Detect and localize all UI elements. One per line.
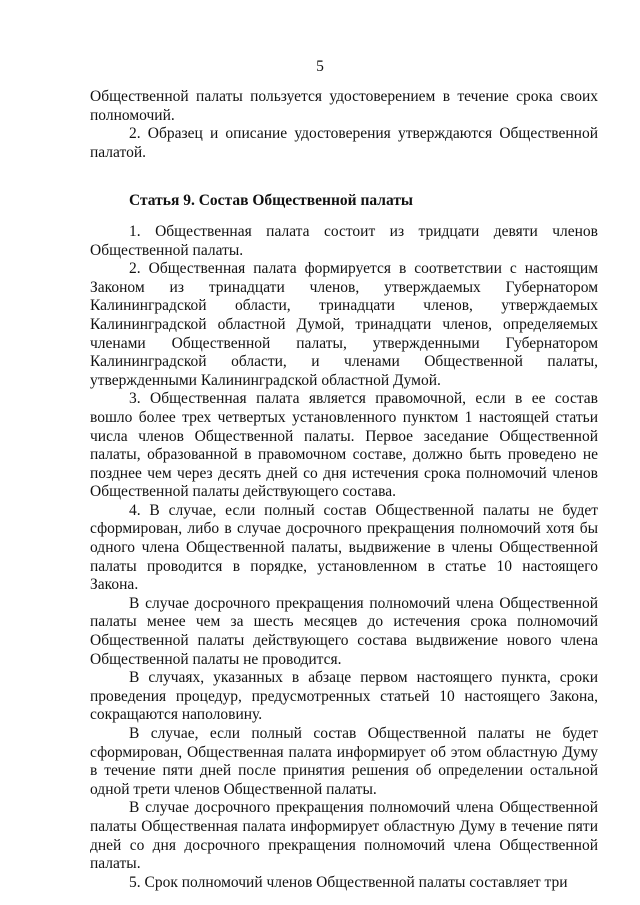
- paragraph-item-5: 5. Срок полномочий членов Общественной палаты составляет три: [129, 873, 568, 891]
- paragraph-item-2: 2. Образец и описание удостоверения утверждаются Общественной палатой.: [90, 125, 598, 161]
- paragraph-subclause: В случае, если полный состав Общественной палаты не будет сформирован, Общественная палата информирует об этом областную Думу в течение пяти дней после принятия решения об определении остальной одной трети членов Общественной палаты.: [90, 725, 598, 798]
- paragraph-item-1: 1. Общественная палата состоит из тридцати девяти членов Общественной палаты.: [90, 222, 598, 259]
- paragraph-item-3: 3. Общественная палата является правомочной, если в ее состав вошло более трех четвертых установленного пунктом 1 настоящей статьи числа членов Общественной палаты. Первое заседание Общественной палаты, образованной в правомочном составе, должно быть проведено не позднее чем через десять дней со дня истечения срока полномочий членов Общественной палаты действующего состава.: [90, 390, 598, 501]
- paragraph-subclause: В случае досрочного прекращения полномочий члена Общественной палаты Общественная палата информирует областную Думу в течение пяти дней со дня досрочного прекращения полномочий члена Общественной палаты.: [90, 799, 598, 873]
- paragraph-item-2: 2. Общественная палата формируется в соответствии с настоящим Законом из тринадцати членов, утверждаемых Губернатором Калининградской области, тринадцати членов, утверждаемых Калининградской областной Думой, тринадцати членов, определяемых членами Общественной палаты, утвержденными Губернатором Калининградской области, и членами Общественной палаты, утвержденными Калининградской областной Думой.: [90, 260, 598, 389]
- paragraph-subclause: В случаях, указанных в абзаце первом настоящего пункта, сроки проведения процедур, предусмотренных статьей 10 настоящего Закона, сокращаются наполовину.: [90, 669, 598, 724]
- paragraph-continuation: Общественной палаты пользуется удостоверением в течение срока своих полномочий.: [90, 88, 598, 124]
- document-body: [90, 88, 598, 892]
- paragraph-subclause: В случае досрочного прекращения полномочий члена Общественной палаты менее чем за шесть месяцев до истечения срока полномочий Общественной палаты действующего состава выдвижение нового члена Общественной палаты не проводится.: [90, 594, 598, 668]
- paragraph-item-4: 4. В случае, если полный состав Общественной палаты не будет сформирован, либо в случае досрочного прекращения полномочий хотя бы одного члена Общественной палаты, выдвижение в члены Общественной палаты проводится в порядке, установленном в статье 10 настоящего Закона.: [90, 501, 598, 594]
- article-heading: Статья 9. Состав Общественной палаты: [129, 192, 414, 210]
- page-number: 5: [316, 58, 324, 75]
